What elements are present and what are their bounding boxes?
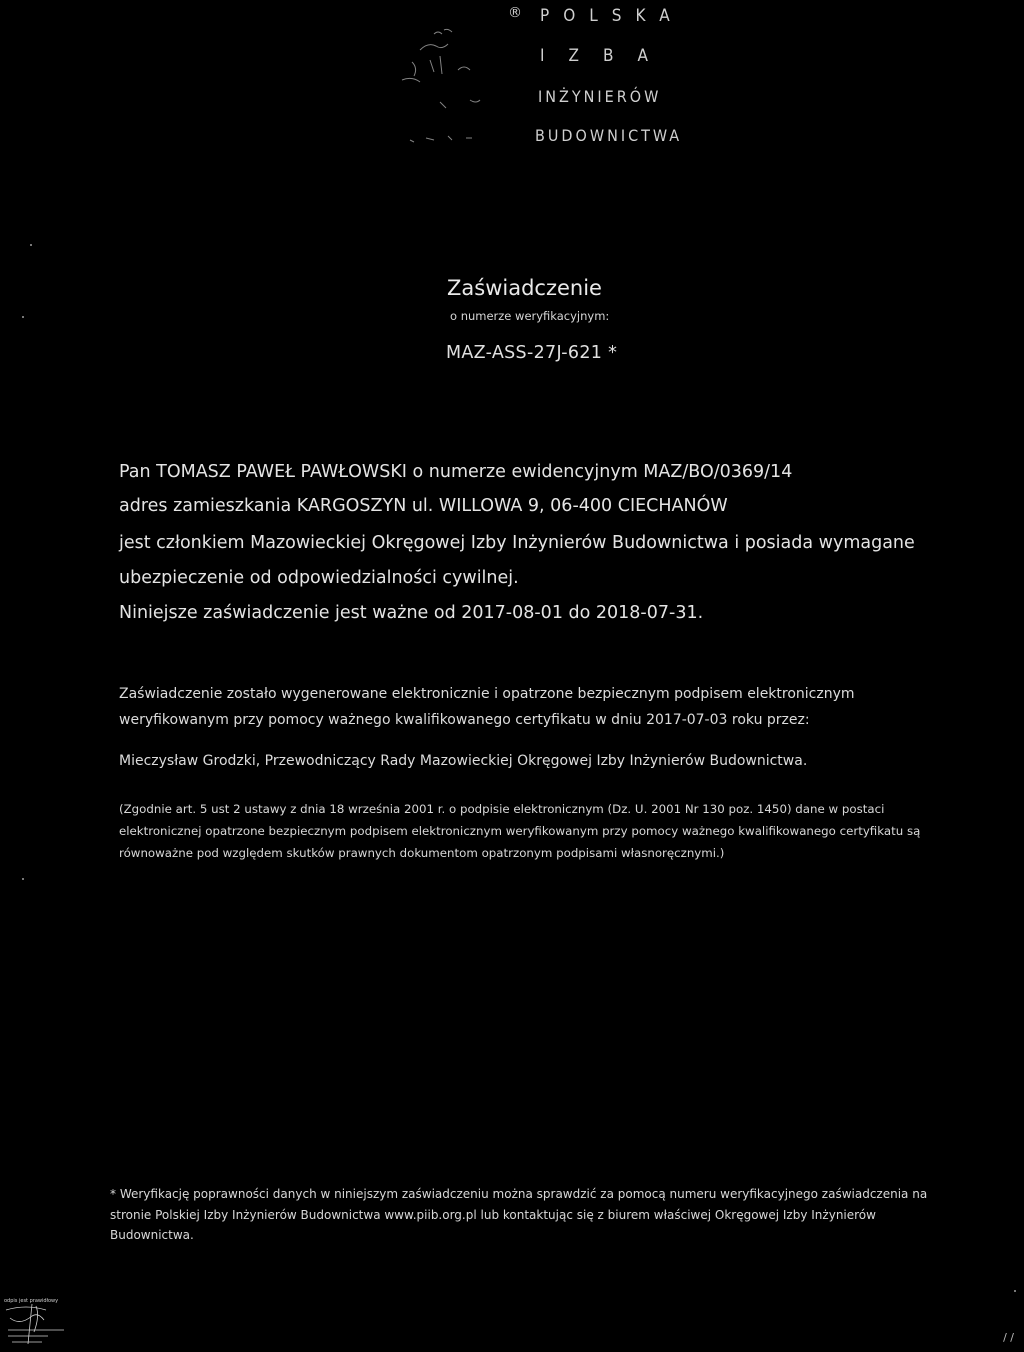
certificate-subtitle: o numerze weryfikacyjnym: <box>450 309 610 323</box>
signature-info-line-2: weryfikowanym przy pomocy ważnego kwalifikowanego certyfikatu w dniu 2017-07-03 roku przez: <box>119 712 810 728</box>
legal-note-line-1: (Zgodnie art. 5 ust 2 ustawy z dnia 18 września 2001 r. o podpisie elektronicznym (Dz. U. 2001 Nr 130 poz. 1450) dane w postaci <box>119 802 885 816</box>
member-address-line: adres zamieszkania KARGOSZYN ul. WILLOWA 9, 06-400 CIECHANÓW <box>119 496 728 516</box>
footnote-line-3: Budownictwa. <box>110 1228 194 1242</box>
signature-info-line-1: Zaświadczenie zostało wygenerowane elektronicznie i opatrzone bezpiecznym podpisem elektronicznym <box>119 686 855 702</box>
footnote-line-2: stronie Polskiej Izby Inżynierów Budownictwa www.piib.org.pl lub kontaktując się z biurem właściwej Okręgowej Izby Inżynierów <box>110 1208 876 1222</box>
signer-line: Mieczysław Grodzki, Przewodniczący Rady Mazowieckiej Okręgowej Izby Inżynierów Budownictwa. <box>119 753 808 769</box>
letterhead-line-inzynierow: INŻYNIERÓW <box>538 87 662 106</box>
letterhead-line-budownictwa: BUDOWNICTWA <box>535 126 683 145</box>
letterhead-line-polska: POLSKA <box>540 6 684 26</box>
legal-note-line-2: elektronicznej opatrzone bezpiecznym podpisem elektronicznym weryfikowanym przy pomocy ważnego kwalifikowanego certyfikatu są <box>119 824 921 838</box>
stamp-text: odpis jest prawidłowy <box>4 1298 59 1304</box>
membership-line: jest członkiem Mazowieckiej Okręgowej Izby Inżynierów Budownictwa i posiada wymagane <box>119 533 915 553</box>
verification-number: MAZ-ASS-27J-621 * <box>446 343 618 363</box>
registered-mark-icon: ® <box>508 5 522 21</box>
certificate-title: Zaświadczenie <box>447 276 602 300</box>
piib-eagle-logo-icon <box>370 10 540 150</box>
member-name-line: Pan TOMASZ PAWEŁ PAWŁOWSKI o numerze ewidencyjnym MAZ/BO/0369/14 <box>119 462 793 482</box>
corner-mark: / / <box>1003 1331 1014 1344</box>
validity-line: Niniejsze zaświadczenie jest ważne od 2017-08-01 do 2018-07-31. <box>119 603 704 623</box>
legal-note-line-3: równoważne pod względem skutków prawnych dokumentom opatrzonym podpisami własnoręcznymi.) <box>119 846 725 860</box>
letterhead-line-izba: IZBA <box>540 46 672 66</box>
footnote-line-1: * Weryfikację poprawności danych w niniejszym zaświadczeniu można sprawdzić za pomocą numeru weryfikacyjnego zaświadczenia na <box>110 1187 928 1201</box>
insurance-line: ubezpieczenie od odpowiedzialności cywilnej. <box>119 568 519 588</box>
